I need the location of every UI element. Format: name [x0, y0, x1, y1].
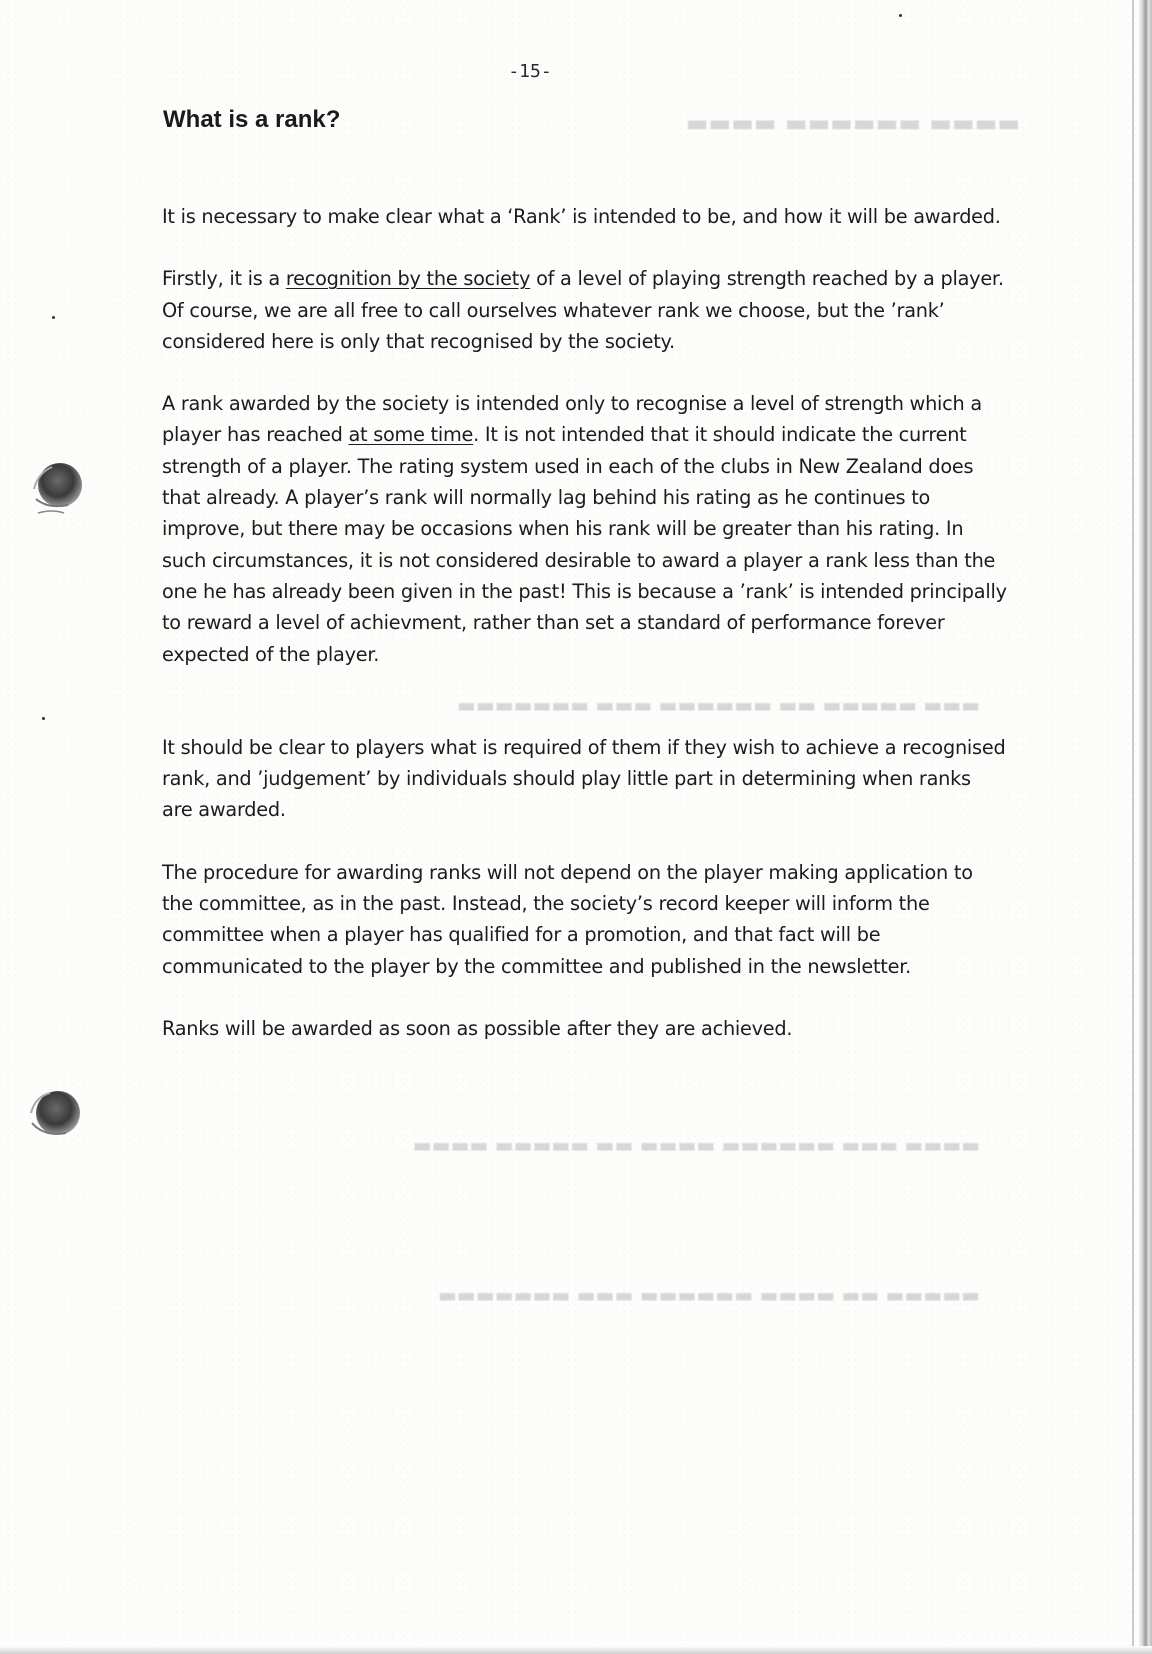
- punch-hole-icon: [28, 459, 84, 515]
- paragraph: [162, 1013, 1007, 1044]
- bleed-through-text: ▬▬▬ ▬▬▬▬▬ ▬▬ ▬▬▬▬▬▬ ▬▬▬ ▬▬▬▬▬▬▬: [456, 693, 980, 717]
- scan-speck: [899, 14, 902, 17]
- text-segment: Firstly, it is a: [162, 267, 286, 291]
- paragraph: [162, 857, 1007, 982]
- text-segment: It should be clear to players what is required of them if they wish to achieve a recognised rank, and ’judgement’ by individuals should play little part in determining when ranks are awarded.: [162, 735, 1006, 822]
- text-segment: The procedure for awarding ranks will not depend on the player making application to the committee, as in the past. Instead, the society’s record keeper will inform the committee when a player has qualified for a promotion, and that fact will be communicated to the player by the committee and published in the newsletter.: [162, 860, 973, 978]
- bleed-through-text: ▬▬▬▬ ▬▬▬ ▬▬▬▬▬▬ ▬▬▬▬ ▬▬ ▬▬▬▬▬ ▬▬▬▬: [412, 1133, 980, 1157]
- bleed-through-text: ▬▬▬▬ ▬▬▬▬▬▬ ▬▬▬▬: [685, 109, 1020, 137]
- paragraph: [162, 263, 1007, 357]
- text-segment: of a level of playing strength reached by a player. Of course, we are all free to call ourselves whatever rank we choose, but the ’rank’ considered here is only that recognised by the society.: [162, 267, 1004, 353]
- page-edge-shadow: [1138, 0, 1152, 1654]
- bleed-through-text: ▬▬▬▬▬ ▬▬ ▬▬▬▬ ▬▬▬▬▬▬ ▬▬▬ ▬▬▬▬▬▬▬: [438, 1283, 980, 1307]
- paragraph: [162, 201, 1007, 232]
- section-title: What is a rank?: [163, 106, 341, 133]
- underlined-phrase: at some time: [348, 423, 474, 447]
- page-edge-line: [1132, 0, 1134, 1654]
- text-segment: A rank awarded by the society is intended only to recognise a level of strength which a player has reached: [162, 392, 982, 447]
- underlined-phrase: recognition by the society: [285, 267, 531, 291]
- page-bottom-edge: [0, 1646, 1152, 1654]
- paragraph: [162, 388, 1007, 670]
- text-segment: Ranks will be awarded as soon as possible after they are achieved.: [162, 1016, 793, 1040]
- body-text: [162, 201, 1007, 1075]
- paragraph: [162, 732, 1007, 826]
- punch-hole-icon: [26, 1085, 82, 1141]
- text-segment: It is necessary to make clear what a ‘Rank’ is intended to be, and how it will be awarded.: [162, 205, 1001, 228]
- scan-speck: [42, 717, 45, 720]
- text-segment: . It is not intended that it should indicate the current strength of a player. The rating system used in each of the clubs in New Zealand does that already. A player’s rank will normally lag behind his rating as he continues to improve, but there may be occasions when his rank will be greater than his rating. In such circumstances, it is not considered desirable to award a player a rank less than the one he has already been given in the past! This is because a ’rank’ is intended principally to reward a level of achievment, rather than set a standard of performance forever expected of the player.: [162, 423, 1007, 666]
- scan-speck: [52, 316, 55, 319]
- page-number: -15-: [508, 61, 552, 82]
